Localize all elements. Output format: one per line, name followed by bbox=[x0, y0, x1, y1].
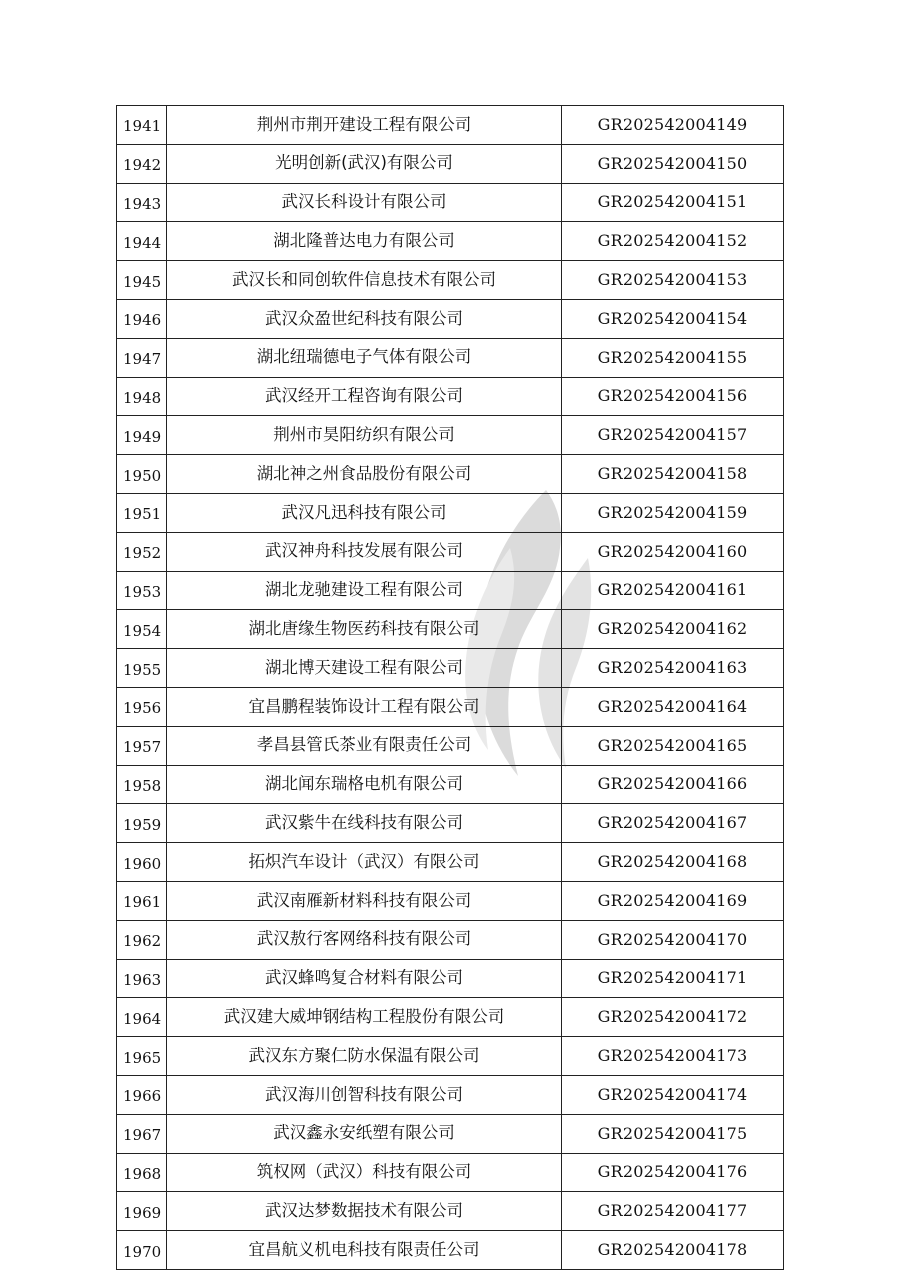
row-number: 1948 bbox=[117, 377, 167, 416]
table-body bbox=[117, 106, 784, 1270]
company-name: 湖北神之州食品股份有限公司 bbox=[167, 455, 562, 494]
company-name: 荆州市昊阳纺织有限公司 bbox=[167, 416, 562, 455]
table-row bbox=[117, 649, 784, 688]
certificate-code: GR202542004164 bbox=[562, 687, 784, 726]
certificate-code: GR202542004171 bbox=[562, 959, 784, 998]
row-number: 1967 bbox=[117, 1114, 167, 1153]
company-name: 湖北唐缘生物医药科技有限公司 bbox=[167, 610, 562, 649]
company-name: 湖北龙驰建设工程有限公司 bbox=[167, 571, 562, 610]
table-row bbox=[117, 493, 784, 532]
row-number: 1965 bbox=[117, 1037, 167, 1076]
company-name: 武汉鑫永安纸塑有限公司 bbox=[167, 1114, 562, 1153]
row-number: 1943 bbox=[117, 183, 167, 222]
certificate-code: GR202542004172 bbox=[562, 998, 784, 1037]
row-number: 1963 bbox=[117, 959, 167, 998]
company-name: 荆州市荆开建设工程有限公司 bbox=[167, 106, 562, 145]
table-row bbox=[117, 144, 784, 183]
row-number: 1962 bbox=[117, 920, 167, 959]
certificate-code: GR202542004177 bbox=[562, 1192, 784, 1231]
certificate-code: GR202542004149 bbox=[562, 106, 784, 145]
company-name: 武汉长科设计有限公司 bbox=[167, 183, 562, 222]
certificate-code: GR202542004168 bbox=[562, 843, 784, 882]
company-name: 武汉敖行客网络科技有限公司 bbox=[167, 920, 562, 959]
table-row bbox=[117, 959, 784, 998]
row-number: 1949 bbox=[117, 416, 167, 455]
row-number: 1941 bbox=[117, 106, 167, 145]
company-name: 湖北隆普达电力有限公司 bbox=[167, 222, 562, 261]
table-row bbox=[117, 338, 784, 377]
certificate-code: GR202542004174 bbox=[562, 1075, 784, 1114]
table-row bbox=[117, 1231, 784, 1270]
table-row bbox=[117, 998, 784, 1037]
table-row bbox=[117, 1075, 784, 1114]
table-row bbox=[117, 106, 784, 145]
row-number: 1946 bbox=[117, 299, 167, 338]
company-name: 武汉蜂鸣复合材料有限公司 bbox=[167, 959, 562, 998]
row-number: 1957 bbox=[117, 726, 167, 765]
table-row bbox=[117, 571, 784, 610]
company-name: 武汉凡迅科技有限公司 bbox=[167, 493, 562, 532]
certificate-code: GR202542004163 bbox=[562, 649, 784, 688]
row-number: 1955 bbox=[117, 649, 167, 688]
certificate-code: GR202542004161 bbox=[562, 571, 784, 610]
certificate-code: GR202542004173 bbox=[562, 1037, 784, 1076]
table-row bbox=[117, 532, 784, 571]
table-row bbox=[117, 726, 784, 765]
row-number: 1970 bbox=[117, 1231, 167, 1270]
company-list-table bbox=[116, 105, 784, 1270]
row-number: 1945 bbox=[117, 261, 167, 300]
row-number: 1961 bbox=[117, 881, 167, 920]
company-name: 湖北博天建设工程有限公司 bbox=[167, 649, 562, 688]
certificate-code: GR202542004150 bbox=[562, 144, 784, 183]
certificate-code: GR202542004165 bbox=[562, 726, 784, 765]
company-name: 武汉紫牛在线科技有限公司 bbox=[167, 804, 562, 843]
certificate-code: GR202542004152 bbox=[562, 222, 784, 261]
company-name: 武汉南雁新材料科技有限公司 bbox=[167, 881, 562, 920]
certificate-code: GR202542004170 bbox=[562, 920, 784, 959]
table-row bbox=[117, 455, 784, 494]
table-row bbox=[117, 843, 784, 882]
row-number: 1960 bbox=[117, 843, 167, 882]
row-number: 1968 bbox=[117, 1153, 167, 1192]
certificate-code: GR202542004162 bbox=[562, 610, 784, 649]
row-number: 1952 bbox=[117, 532, 167, 571]
row-number: 1964 bbox=[117, 998, 167, 1037]
table-row bbox=[117, 416, 784, 455]
table-row bbox=[117, 261, 784, 300]
certificate-code: GR202542004155 bbox=[562, 338, 784, 377]
table-row bbox=[117, 222, 784, 261]
certificate-code: GR202542004151 bbox=[562, 183, 784, 222]
company-name: 湖北闻东瑞格电机有限公司 bbox=[167, 765, 562, 804]
row-number: 1951 bbox=[117, 493, 167, 532]
table-row bbox=[117, 1153, 784, 1192]
company-name: 武汉长和同创软件信息技术有限公司 bbox=[167, 261, 562, 300]
company-name: 孝昌县管氏茶业有限责任公司 bbox=[167, 726, 562, 765]
table-row bbox=[117, 804, 784, 843]
company-name: 武汉神舟科技发展有限公司 bbox=[167, 532, 562, 571]
table-row bbox=[117, 299, 784, 338]
row-number: 1942 bbox=[117, 144, 167, 183]
certificate-code: GR202542004178 bbox=[562, 1231, 784, 1270]
table-row bbox=[117, 687, 784, 726]
row-number: 1958 bbox=[117, 765, 167, 804]
row-number: 1944 bbox=[117, 222, 167, 261]
company-name: 湖北纽瑞德电子气体有限公司 bbox=[167, 338, 562, 377]
company-name: 光明创新(武汉)有限公司 bbox=[167, 144, 562, 183]
company-name: 武汉达梦数据技术有限公司 bbox=[167, 1192, 562, 1231]
certificate-code: GR202542004156 bbox=[562, 377, 784, 416]
table-row bbox=[117, 183, 784, 222]
company-name: 宜昌鹏程装饰设计工程有限公司 bbox=[167, 687, 562, 726]
certificate-code: GR202542004166 bbox=[562, 765, 784, 804]
table-row bbox=[117, 920, 784, 959]
row-number: 1966 bbox=[117, 1075, 167, 1114]
company-name: 宜昌航义机电科技有限责任公司 bbox=[167, 1231, 562, 1270]
company-name: 武汉经开工程咨询有限公司 bbox=[167, 377, 562, 416]
row-number: 1956 bbox=[117, 687, 167, 726]
row-number: 1959 bbox=[117, 804, 167, 843]
certificate-code: GR202542004169 bbox=[562, 881, 784, 920]
row-number: 1947 bbox=[117, 338, 167, 377]
row-number: 1950 bbox=[117, 455, 167, 494]
certificate-code: GR202542004157 bbox=[562, 416, 784, 455]
certificate-code: GR202542004175 bbox=[562, 1114, 784, 1153]
table-row bbox=[117, 1114, 784, 1153]
table-row bbox=[117, 881, 784, 920]
certificate-code: GR202542004160 bbox=[562, 532, 784, 571]
company-name: 武汉东方聚仁防水保温有限公司 bbox=[167, 1037, 562, 1076]
certificate-code: GR202542004167 bbox=[562, 804, 784, 843]
table-row bbox=[117, 1192, 784, 1231]
row-number: 1969 bbox=[117, 1192, 167, 1231]
certificate-code: GR202542004159 bbox=[562, 493, 784, 532]
certificate-code: GR202542004153 bbox=[562, 261, 784, 300]
table-row bbox=[117, 377, 784, 416]
row-number: 1954 bbox=[117, 610, 167, 649]
company-name: 武汉众盈世纪科技有限公司 bbox=[167, 299, 562, 338]
certificate-code: GR202542004154 bbox=[562, 299, 784, 338]
company-name: 武汉海川创智科技有限公司 bbox=[167, 1075, 562, 1114]
company-name: 筑权网（武汉）科技有限公司 bbox=[167, 1153, 562, 1192]
row-number: 1953 bbox=[117, 571, 167, 610]
table-row bbox=[117, 610, 784, 649]
company-name: 武汉建大威坤钢结构工程股份有限公司 bbox=[167, 998, 562, 1037]
certificate-code: GR202542004176 bbox=[562, 1153, 784, 1192]
company-name: 拓炽汽车设计（武汉）有限公司 bbox=[167, 843, 562, 882]
table-row bbox=[117, 1037, 784, 1076]
certificate-code: GR202542004158 bbox=[562, 455, 784, 494]
table-row bbox=[117, 765, 784, 804]
